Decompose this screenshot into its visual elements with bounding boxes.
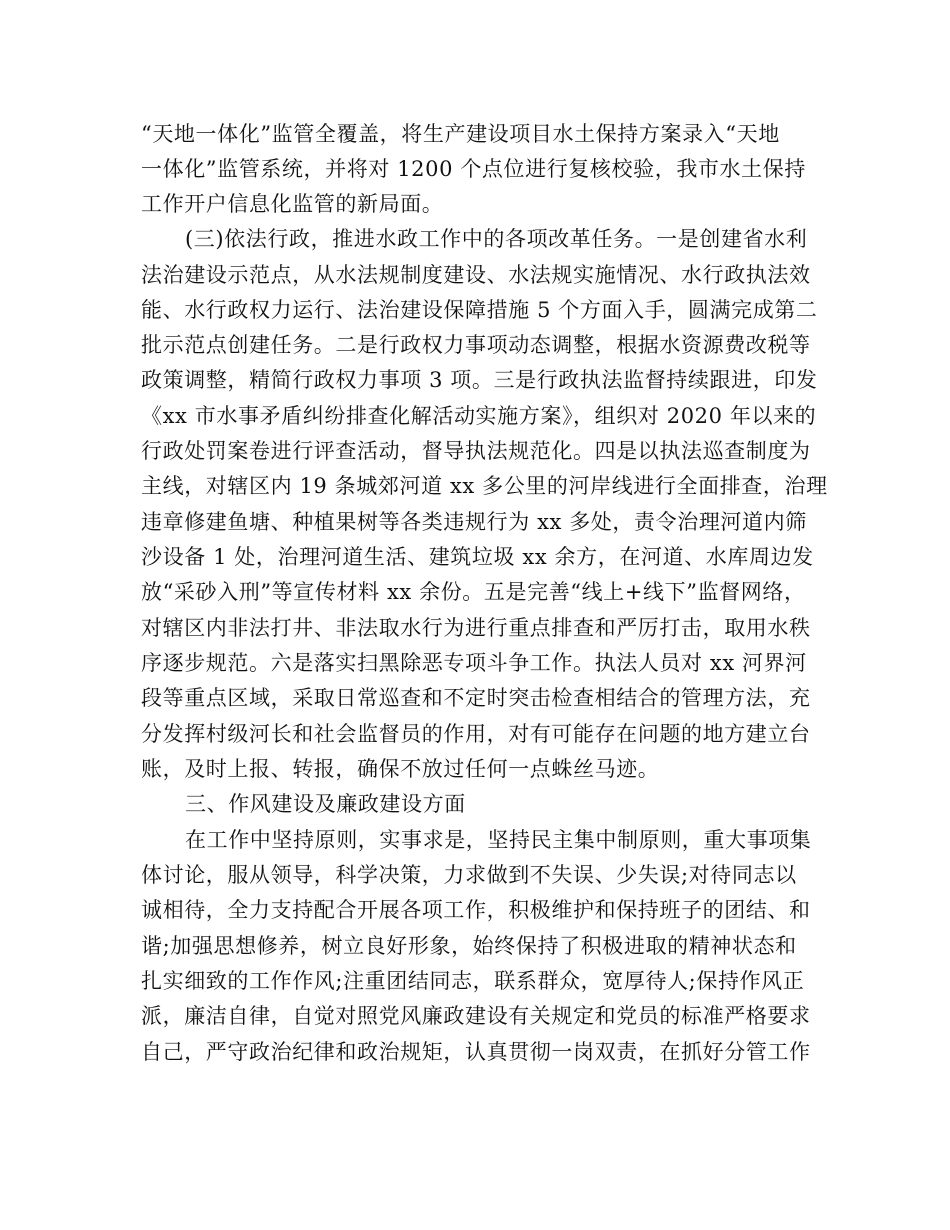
text-line: 对辖区内非法打井、非法取水行为进行重点排查和严厉打击，取用水秩 — [141, 616, 811, 640]
text-line: 放“采砂入刑”等宣传材料 xx 余份。五是完善“线上+线下”监督网络， — [141, 580, 806, 604]
text-line: 违章修建鱼塘、种植果树等各类违规行为 xx 多处，责令治理河道内筛 — [141, 510, 807, 534]
text-line: 批示范点创建任务。二是行政权力事项动态调整，根据水资源费改税等 — [141, 333, 811, 357]
text-line: 谐;加强思想修养，树立良好形象，始终保持了积极进取的精神状态和 — [141, 934, 797, 958]
text-line: 法治建设示范点，从水法规制度建设、水法规实施情况、水行政执法效 — [141, 263, 811, 287]
text-line: (三)依法行政，推进水政工作中的各项改革任务。一是创建省水利 — [185, 227, 808, 251]
text-line: 工作开户信息化监管的新局面。 — [141, 192, 444, 216]
text-line: 能、水行政权力运行、法治建设保障措施 5 个方面入手，圆满完成第二 — [141, 298, 818, 322]
text-line: 扎实细致的工作作风;注重团结同志，联系群众，宽厚待人;保持作风正 — [141, 969, 805, 993]
text-line: 体讨论，服从领导，科学决策，力求做到不失误、少失误;对待同志以 — [141, 863, 797, 887]
text-line: 段等重点区域，采取日常巡查和不定时突击检查相结合的管理方法，充 — [141, 686, 811, 710]
text-line: “天地一体化”监管全覆盖，将生产建设项目水土保持方案录入“天地 — [141, 122, 780, 146]
text-line: 账，及时上报、转报，确保不放过任何一点蛛丝马迹。 — [141, 757, 660, 781]
text-line: 序逐步规范。六是落实扫黑除恶专项斗争工作。执法人员对 xx 河界河 — [141, 651, 807, 675]
text-line: 在工作中坚持原则，实事求是，坚持民主集中制原则，重大事项集 — [185, 828, 812, 852]
text-line: 自己，严守政治纪律和政治规矩，认真贯彻一岗双责，在抓好分管工作 — [141, 1040, 811, 1064]
text-line: 主线，对辖区内 19 条城郊河道 xx 多公里的河岸线进行全面排查，治理 — [141, 474, 828, 498]
text-line: 行政处罚案卷进行评查活动，督导执法规范化。四是以执法巡查制度为 — [141, 439, 811, 463]
text-line: 诚相待，全力支持配合开展各项工作，积极维护和保持班子的团结、和 — [141, 898, 811, 922]
text-line: 沙设备 1 处，治理河道生活、建筑垃圾 xx 余方，在河道、水库周边发 — [141, 545, 814, 569]
text-line: 派，廉洁自律，自觉对照党风廉政建设有关规定和党员的标准严格要求 — [141, 1004, 811, 1028]
text-line: 分发挥村级河长和社会监督员的作用，对有可能存在问题的地方建立台 — [141, 722, 811, 746]
text-line: 《xx 市水事矛盾纠纷排查化解活动实施方案》，组织对 2020 年以来的 — [141, 404, 817, 428]
text-line: 一体化”监管系统，并将对 1200 个点位进行复核校验，我市水土保持 — [141, 157, 806, 181]
text-line: 政策调整，精简行政权力事项 3 项。三是行政执法监督持续跟进，印发 — [141, 368, 818, 392]
section-heading: 三、作风建设及廉政建设方面 — [185, 792, 466, 816]
